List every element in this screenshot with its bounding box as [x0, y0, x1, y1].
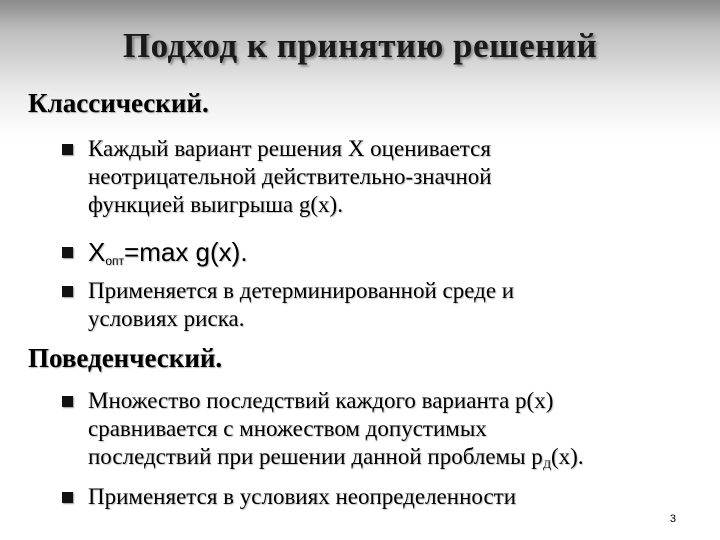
bullet-line: неотрицательной действительно-значной — [88, 164, 492, 189]
bullet-item — [62, 483, 702, 511]
formula-subscript: опт — [105, 254, 125, 268]
bullet-line: функцией выигрыша g(x). — [88, 192, 343, 217]
bullet-square-icon — [62, 492, 73, 503]
bullet-line: Применяется в детерминированной среде и — [88, 278, 515, 303]
formula-variable: X — [88, 237, 106, 267]
bullet-square-icon — [62, 286, 73, 297]
bullet-line: последствий при решении данной проблемы $p_Д(x)$. — [88, 444, 584, 471]
bullet-square-icon — [62, 144, 73, 155]
slide-title: Подход к принятию решений — [122, 26, 598, 65]
bullet-item — [62, 135, 622, 219]
section-heading-classical: Классический. — [28, 88, 209, 118]
bullet-square-icon — [62, 247, 73, 258]
bullet-line: Каждый вариант решения X оценивается — [88, 136, 491, 161]
bullet-line: Применяется в условиях неопределенности — [88, 484, 517, 509]
bullet-item — [62, 387, 702, 478]
section-heading-behavioral: Поведенческий. — [28, 343, 223, 373]
bullet-formula — [62, 236, 622, 277]
bullet-square-icon — [62, 396, 73, 407]
bullet-line: условиях риска. — [88, 306, 245, 331]
page-number: 3 — [669, 513, 676, 525]
subscript: Д — [542, 457, 551, 471]
formula-expression: =max g(x). — [124, 237, 248, 267]
bullet-line: Множество последствий каждого варианта p(x) — [88, 388, 554, 413]
bullet-item — [62, 277, 622, 333]
bullet-line: сравнивается с множеством допустимых — [88, 416, 487, 441]
